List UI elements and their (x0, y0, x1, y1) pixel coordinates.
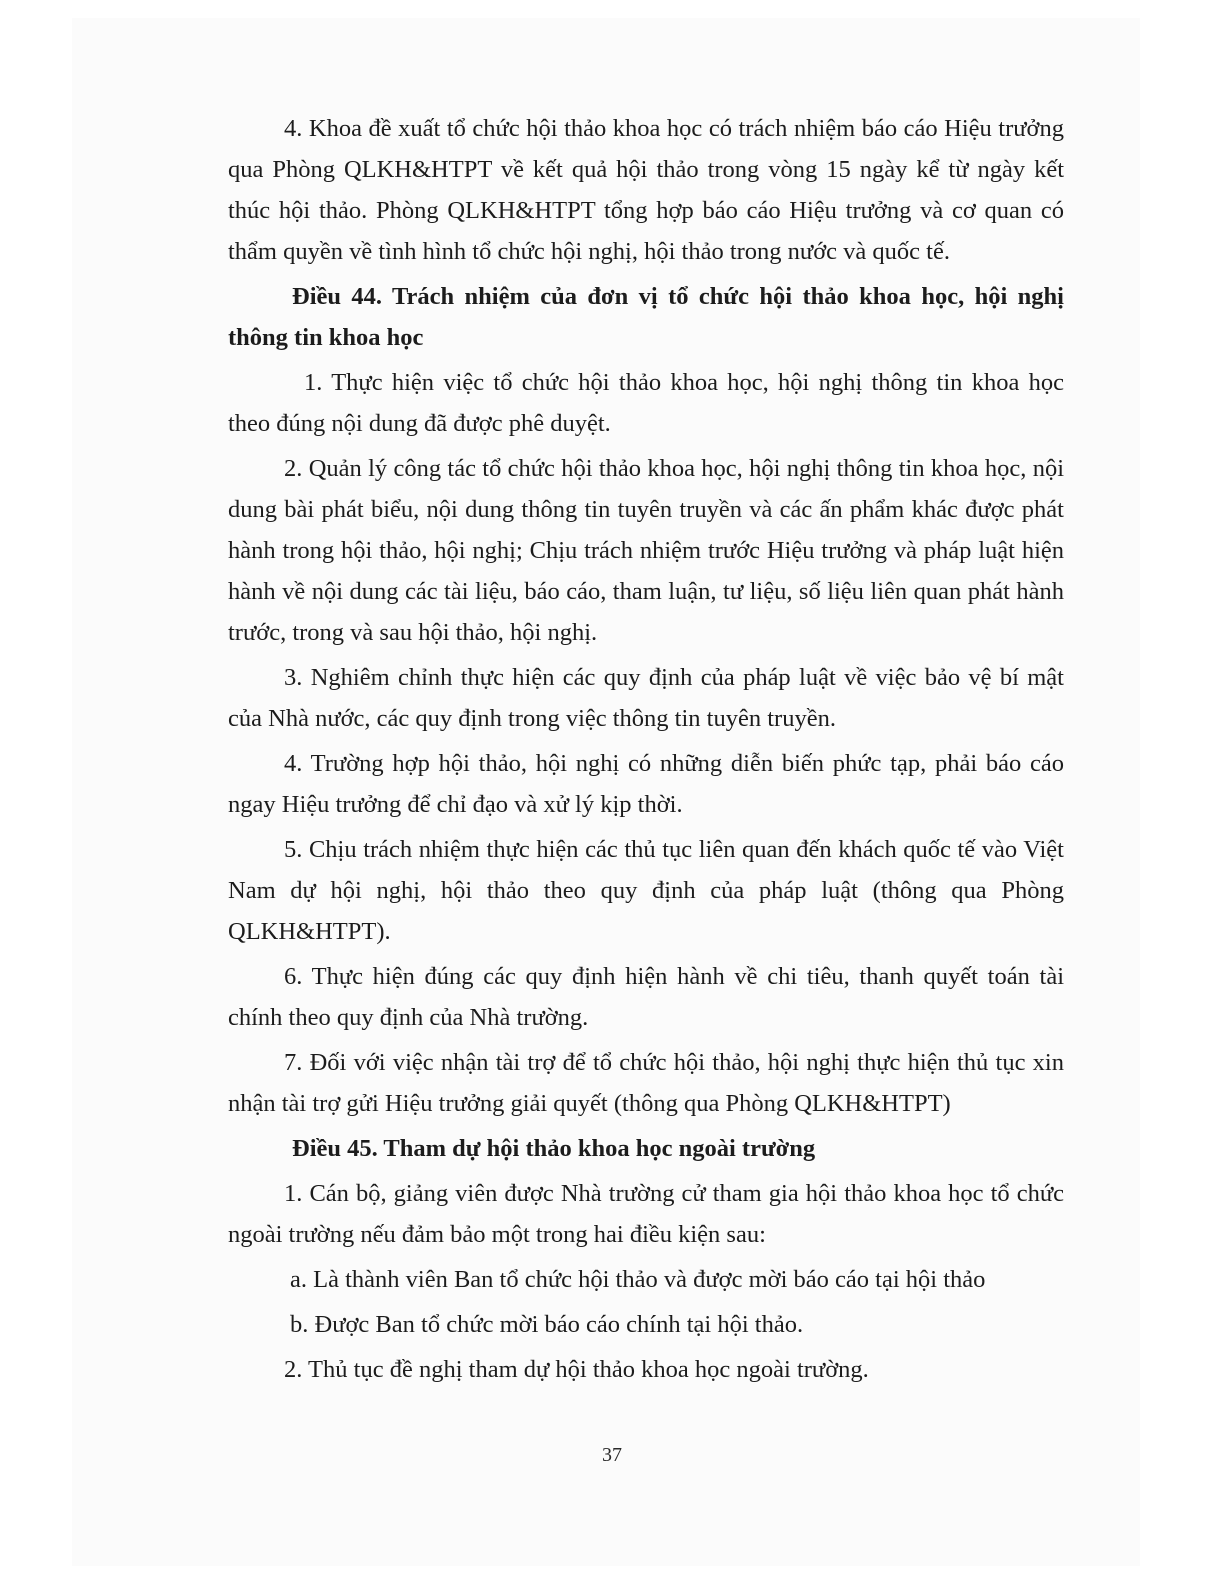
article-44-item-5: 5. Chịu trách nhiệm thực hiện các thủ tục liên quan đến khách quốc tế vào Việt Nam dự hội nghị, hội thảo theo quy định của pháp luật (thông qua Phòng QLKH&HTPT). (228, 836, 1064, 945)
article-44-item-4: 4. Trường hợp hội thảo, hội nghị có những diễn biến phức tạp, phải báo cáo ngay Hiệu trưởng để chỉ đạo và xử lý kịp thời. (228, 750, 1064, 818)
page-number: 37 (602, 1444, 622, 1466)
article-44-heading: Điều 44. Trách nhiệm của đơn vị tổ chức hội thảo khoa học, hội nghị thông tin khoa học (228, 283, 1064, 351)
article-44-item-6: 6. Thực hiện đúng các quy định hiện hành về chi tiêu, thanh quyết toán tài chính theo quy định của Nhà trường. (228, 963, 1064, 1031)
article-45-sub-item-b: b. Được Ban tổ chức mời báo cáo chính tại hội thảo. (290, 1311, 804, 1338)
article-44-item-7: 7. Đối với việc nhận tài trợ để tổ chức hội thảo, hội nghị thực hiện thủ tục xin nhận tài trợ gửi Hiệu trưởng giải quyết (thông qua Phòng QLKH&HTPT) (228, 1049, 1064, 1117)
article-44-item-3: 3. Nghiêm chỉnh thực hiện các quy định của pháp luật về việc bảo vệ bí mật của Nhà nước, các quy định trong việc thông tin tuyên truyền. (228, 664, 1064, 732)
article-44-item-2: 2. Quản lý công tác tổ chức hội thảo khoa học, hội nghị thông tin khoa học, nội dung bài phát biểu, nội dung thông tin tuyên truyền và các ấn phẩm khác được phát hành trong hội thảo, hội nghị; Chịu trách nhiệm trước Hiệu trưởng và pháp luật hiện hành về nội dung các tài liệu, báo cáo, tham luận, tư liệu, số liệu liên quan phát hành trước, trong và sau hội thảo, hội nghị. (228, 455, 1064, 646)
article-45-item-1: 1. Cán bộ, giảng viên được Nhà trường cử tham gia hội thảo khoa học tổ chức ngoài trường nếu đảm bảo một trong hai điều kiện sau: (228, 1180, 1064, 1248)
paragraph-khoa-report: 4. Khoa đề xuất tổ chức hội thảo khoa học có trách nhiệm báo cáo Hiệu trưởng qua Phòng QLKH&HTPT về kết quả hội thảo trong vòng 15 ngày kể từ ngày kết thúc hội thảo. Phòng QLKH&HTPT tổng hợp báo cáo Hiệu trưởng và cơ quan có thẩm quyền về tình hình tổ chức hội nghị, hội thảo trong nước và quốc tế. (228, 115, 1064, 265)
article-44-item-1: 1. Thực hiện việc tổ chức hội thảo khoa học, hội nghị thông tin khoa học theo đúng nội dung đã được phê duyệt. (228, 369, 1064, 437)
article-45-item-2: 2. Thủ tục đề nghị tham dự hội thảo khoa học ngoài trường. (284, 1356, 869, 1383)
document-body (228, 108, 1064, 1390)
article-45-heading: Điều 45. Tham dự hội thảo khoa học ngoài trường (292, 1135, 816, 1162)
article-45-sub-item-a: a. Là thành viên Ban tổ chức hội thảo và được mời báo cáo tại hội thảo (290, 1266, 986, 1293)
